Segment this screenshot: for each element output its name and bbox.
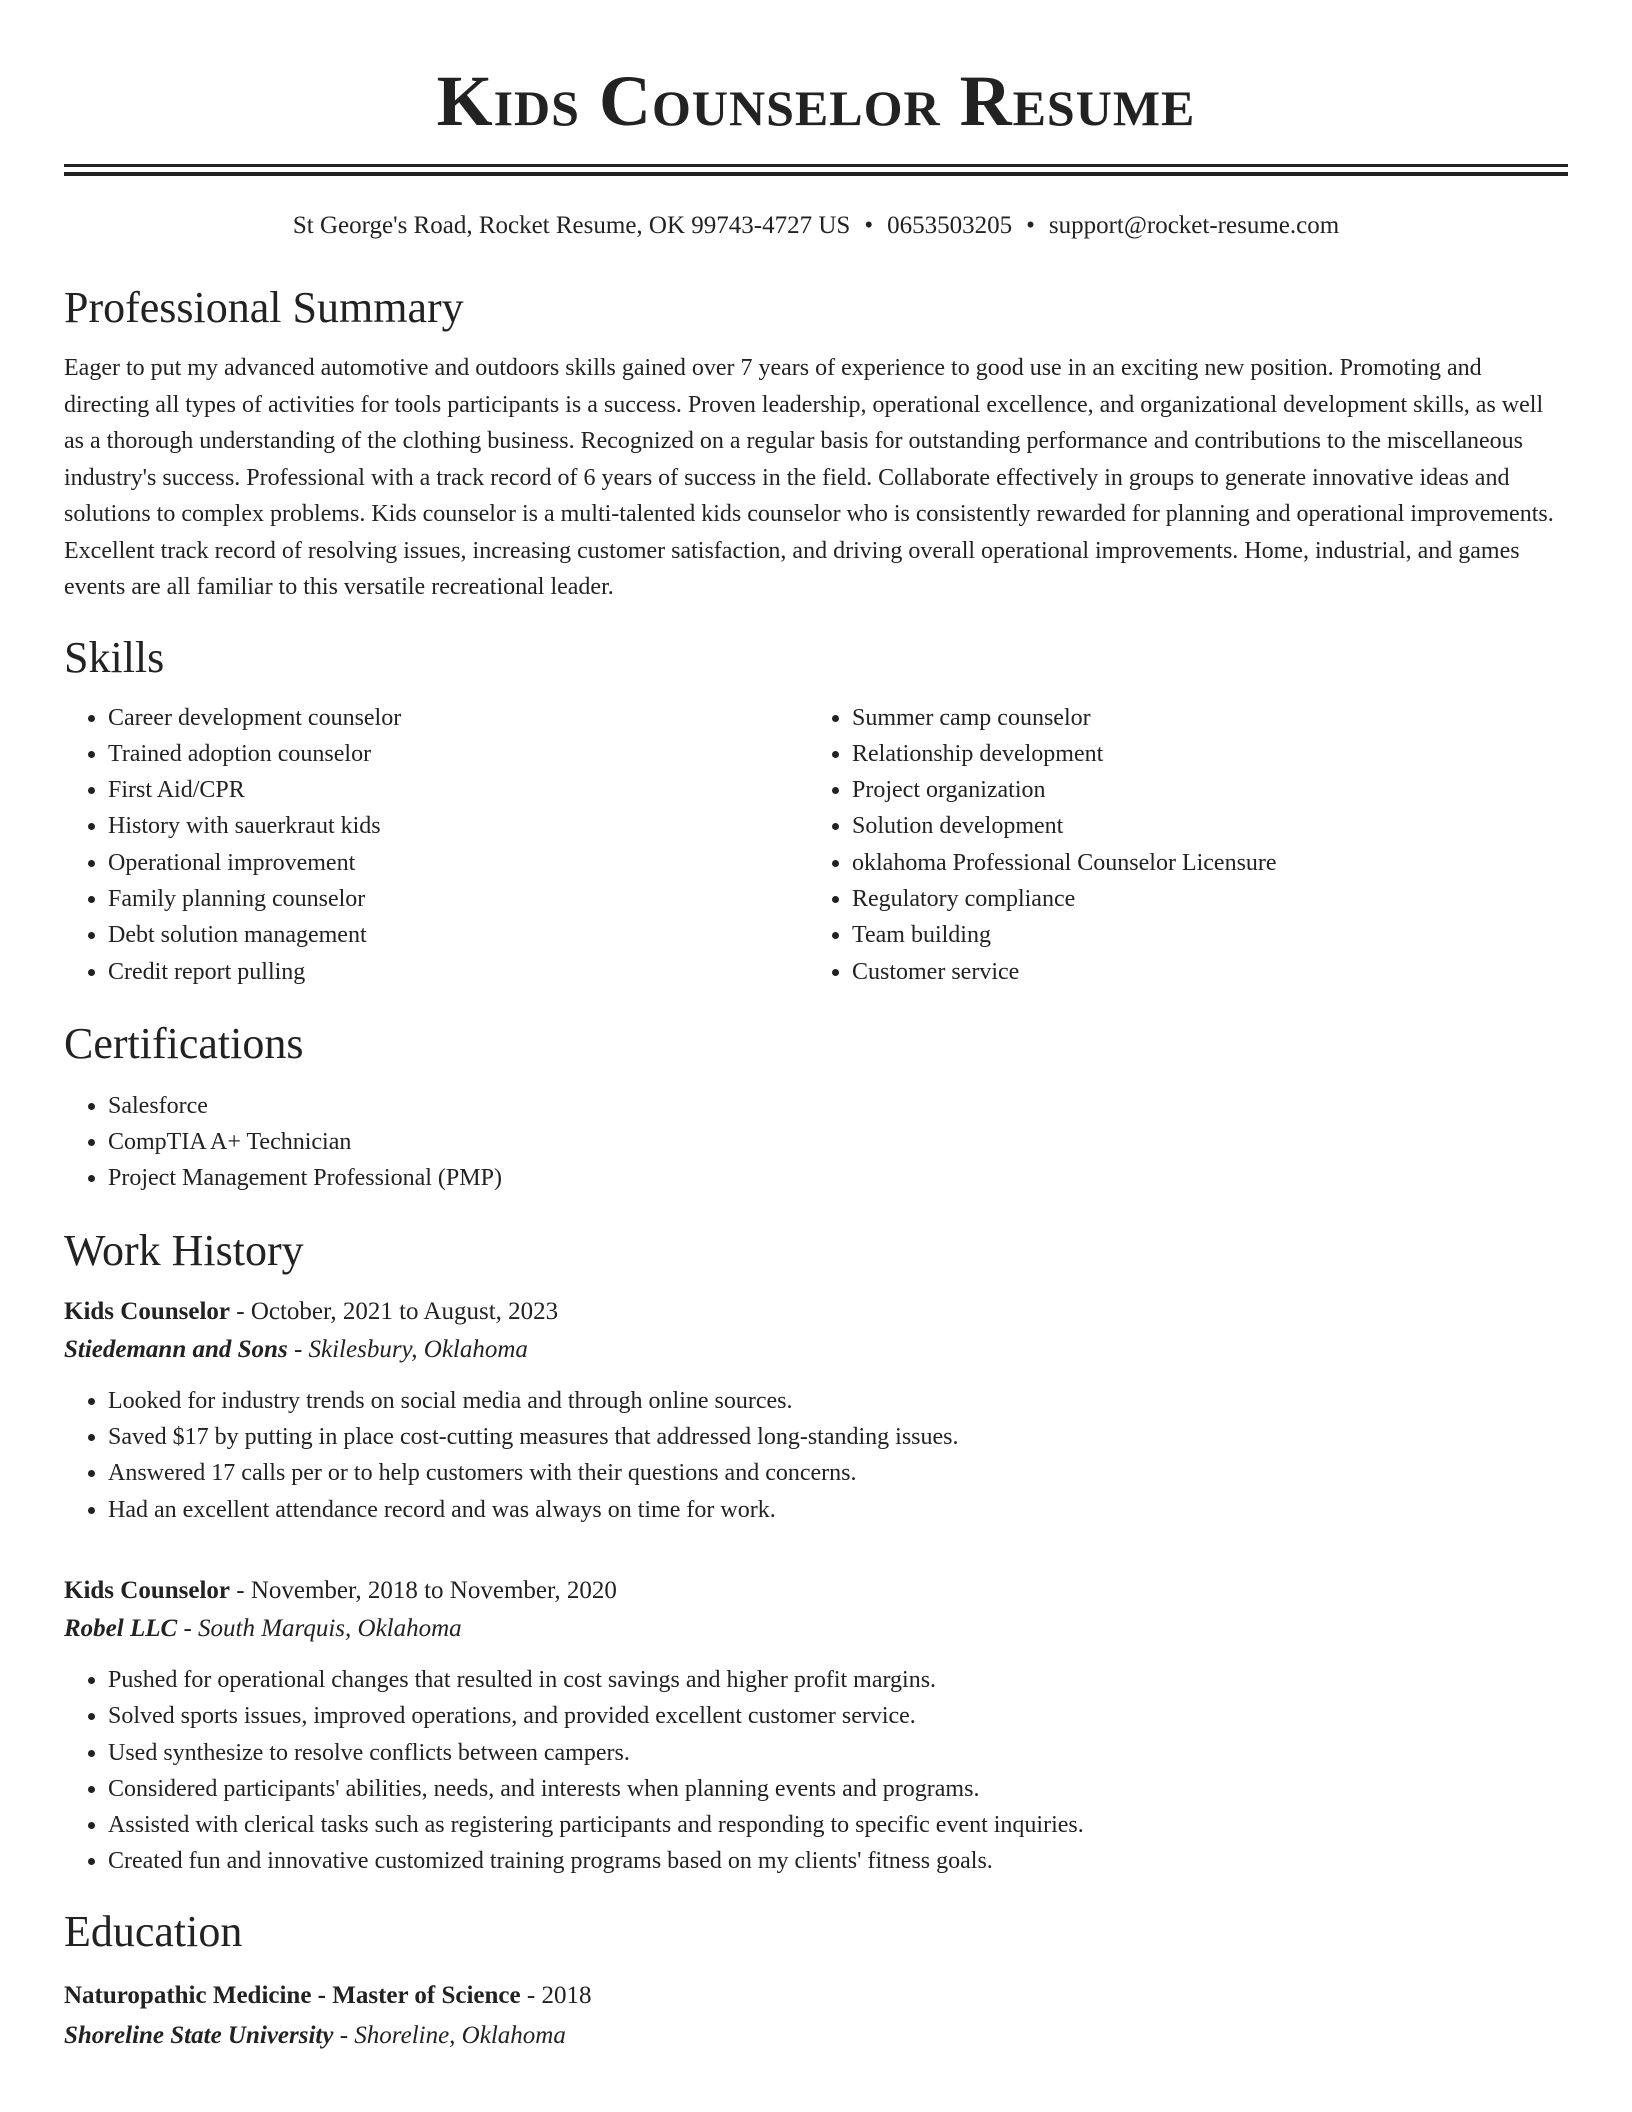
education-heading: Education [64, 1906, 243, 1956]
skill-item: • Relationship development [852, 736, 1552, 772]
job-bullet: • Solved sports issues, improved operations, and provided excellent customer service. [108, 1698, 1568, 1734]
education-school: Shoreline State University [64, 2021, 334, 2049]
job-entry [64, 1293, 1568, 1528]
job-bullet: • Looked for industry trends on social media and through online sources. [108, 1383, 1568, 1419]
skills-list-right [808, 700, 1552, 990]
contact-line [64, 210, 1568, 242]
job-bullet: • Saved $17 by putting in place cost-cutting measures that addressed long-standing issues. [108, 1419, 1568, 1455]
job-bullet: • Answered 17 calls per or to help customers with their questions and concerns. [108, 1455, 1568, 1491]
job-company: Stiedemann and Sons [64, 1335, 288, 1363]
job-company-line [64, 1331, 1568, 1369]
resume-title: Kids Counselor Resume [436, 61, 1196, 141]
job-dates: - October, 2021 to August, 2023 [230, 1297, 559, 1325]
skill-item: • First Aid/CPR [108, 772, 808, 808]
skill-item: • Project organization [852, 772, 1552, 808]
education-school-line [64, 2016, 1568, 2056]
job-role: Kids Counselor [64, 1297, 231, 1325]
job-bullet: • Considered participants' abilities, needs, and interests when planning events and programs. [108, 1771, 1568, 1807]
job-company: Robel LLC [64, 1614, 178, 1642]
job-entry [64, 1572, 1568, 1880]
job-location: - Skilesbury, Oklahoma [287, 1335, 528, 1363]
skill-item: • Regulatory compliance [852, 881, 1552, 917]
skills-column-right [808, 700, 1552, 990]
education-location: - Shoreline, Oklahoma [333, 2021, 566, 2049]
skill-item: • Customer service [852, 954, 1552, 990]
skill-item: • Career development counselor [108, 700, 808, 736]
job-dates: - November, 2018 to November, 2020 [230, 1576, 617, 1604]
job-title-line [64, 1293, 1568, 1331]
job-bullet: • Created fun and innovative customized training programs based on my clients' fitness goals. [108, 1843, 1568, 1879]
summary-heading: Professional Summary [64, 283, 464, 332]
job-role: Kids Counselor [64, 1576, 231, 1604]
skill-item: • oklahoma Professional Counselor Licensure [852, 845, 1552, 881]
education-year: - 2018 [520, 1981, 592, 2009]
education-degree: Naturopathic Medicine - Master of Science [64, 1981, 521, 2009]
education-entry [64, 1976, 1568, 2056]
skill-item: • History with sauerkraut kids [108, 808, 808, 844]
skills-column-left [64, 700, 808, 990]
contact-address: St George's Road, Rocket Resume, OK 99743-4727 US [292, 212, 851, 239]
skill-item: • Team building [852, 917, 1552, 953]
education-degree-line [64, 1976, 1568, 2016]
certification-item: • CompTIA A+ Technician [108, 1124, 1568, 1160]
title-divider [64, 164, 1568, 176]
skill-item: • Summer camp counselor [852, 700, 1552, 736]
skills-list-left [64, 700, 808, 990]
skill-item: • Solution development [852, 808, 1552, 844]
skills-heading: Skills [64, 632, 165, 682]
contact-email: support@rocket-resume.com [1048, 212, 1340, 239]
job-company-line [64, 1610, 1568, 1648]
skills-grid [64, 700, 1568, 990]
certifications-list [64, 1088, 1568, 1197]
contact-separator: • [864, 212, 874, 239]
contact-separator: • [1026, 212, 1035, 239]
work-history-heading: Work History [64, 1225, 304, 1275]
job-location: - South Marquis, Oklahoma [177, 1614, 462, 1642]
skill-item: • Operational improvement [108, 845, 808, 881]
job-bullets [64, 1383, 1568, 1528]
job-bullets [64, 1662, 1568, 1880]
certification-item: • Salesforce [108, 1088, 1568, 1124]
summary-text: Eager to put my advanced automotive and outdoors skills gained over 7 years of experience to good use in an exciting new position. Promoting and directing all types of activities for tools participants is a success. Proven leadership, operational excellence, and organizational development skills, as well as a thorough understanding of the clothing business. Recognized on a regular basis for outstanding performance and contributions to the miscellaneous industry's success. Professional with a track record of 6 years of success in the field. Collaborate effectively in groups to generate innovative ideas and solutions to complex problems. Kids counselor is a multi-talented kids counselor who is consistently rewarded for planning and operational improvements. Excellent track record of resolving issues, increasing customer satisfaction, and driving overall operational improvements. Home, industrial, and games events are all familiar to this versatile recreational leader. [64, 355, 1554, 600]
skill-item: • Family planning counselor [108, 881, 808, 917]
job-bullet: • Assisted with clerical tasks such as registering participants and responding to specific event inquiries. [108, 1807, 1568, 1843]
job-title-line [64, 1572, 1568, 1610]
job-bullet: • Had an excellent attendance record and was always on time for work. [108, 1492, 1568, 1528]
contact-phone: 0653503205 [887, 212, 1013, 239]
certifications-heading: Certifications [64, 1018, 304, 1068]
skill-item: • Debt solution management [108, 917, 808, 953]
skill-item: • Trained adoption counselor [108, 736, 808, 772]
skill-item: • Credit report pulling [108, 954, 808, 990]
job-bullet: • Used synthesize to resolve conflicts between campers. [108, 1735, 1568, 1771]
certification-item: • Project Management Professional (PMP) [108, 1160, 1568, 1196]
job-bullet: • Pushed for operational changes that resulted in cost savings and higher profit margins. [108, 1662, 1568, 1698]
